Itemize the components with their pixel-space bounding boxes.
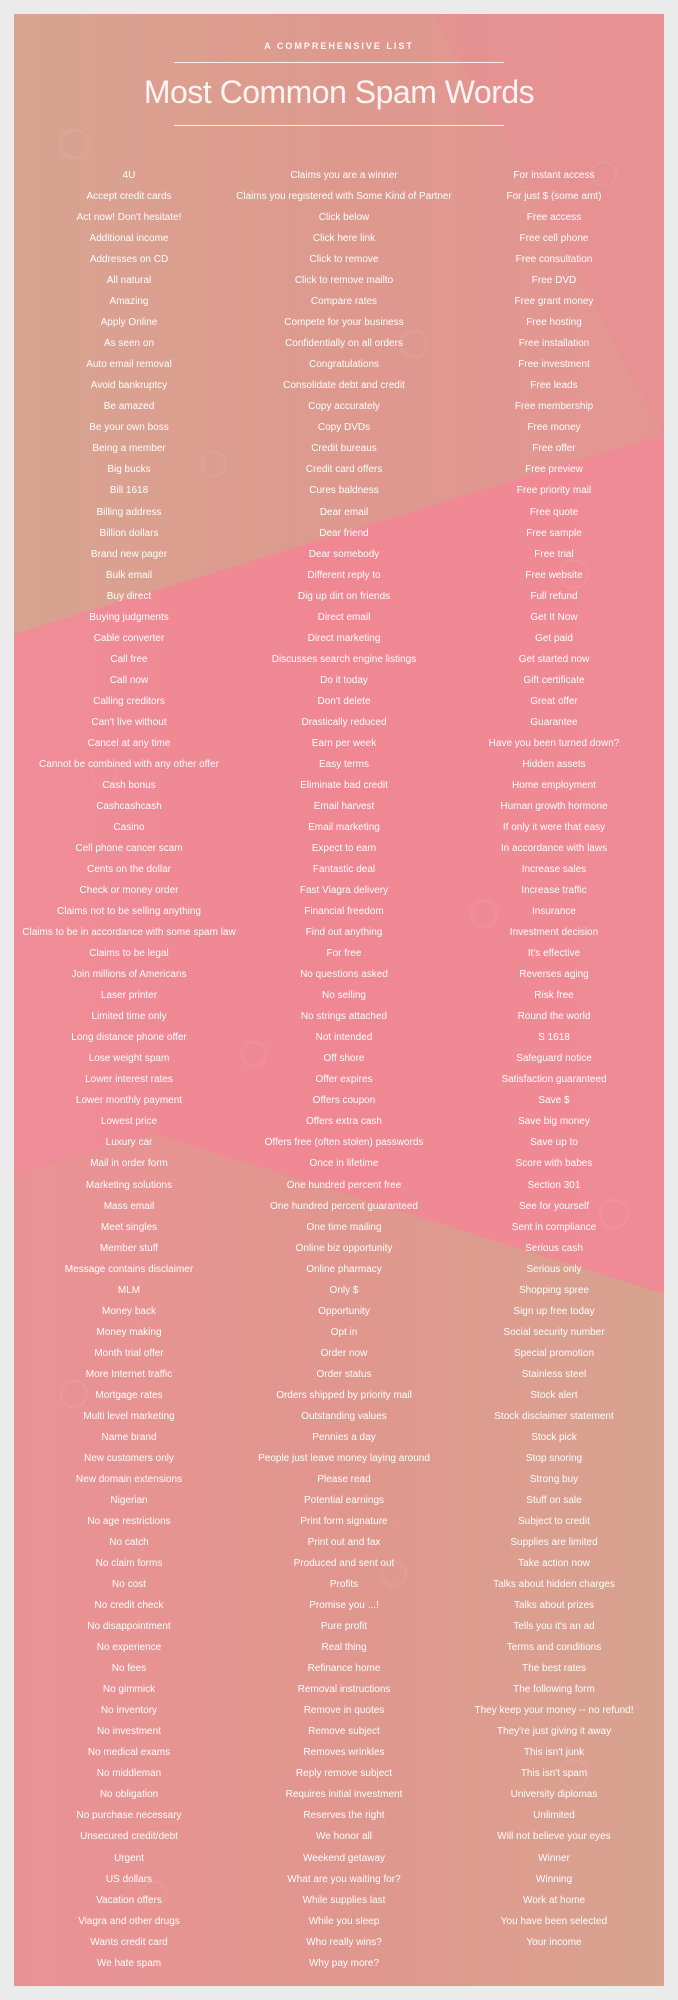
spam-word: Email marketing [308, 821, 380, 833]
spam-word: Money making [96, 1326, 162, 1338]
spam-word: Satisfaction guaranteed [501, 1074, 607, 1086]
spam-word: Free quote [529, 506, 579, 518]
spam-word: Claims you registered with Some Kind of Partner [236, 191, 452, 203]
spam-word: For instant access [513, 170, 595, 181]
spam-word: Call free [110, 653, 148, 665]
spam-word: Cell phone cancer scam [75, 843, 183, 854]
spam-word: More Internet traffic [85, 1368, 173, 1380]
spam-word: Why pay more? [308, 1957, 380, 1969]
spam-word: Offers free (often stolen) passwords [264, 1137, 424, 1149]
spam-word: Click to remove mailto [294, 275, 394, 287]
spam-word: Off shore [323, 1053, 365, 1065]
spam-word: Email harvest [313, 800, 375, 812]
spam-word: Luxury car [105, 1137, 153, 1149]
spam-word: Find out anything [305, 927, 383, 939]
spam-word: Save big money [518, 1116, 590, 1128]
spam-word: Unsecured credit/debt [80, 1831, 178, 1843]
spam-word: Hidden assets [522, 758, 586, 770]
spam-word: Free DVD [531, 275, 577, 287]
spam-word: Cures baldness [309, 485, 379, 497]
spam-word: Potential earnings [303, 1494, 385, 1506]
spam-word: Big bucks [107, 464, 151, 476]
spam-word: Online pharmacy [306, 1263, 382, 1275]
spam-word: Increase sales [521, 864, 587, 876]
spam-word: University diplomas [510, 1789, 598, 1801]
spam-word: Free trial [534, 548, 574, 560]
spam-word: Credit bureaus [311, 443, 377, 455]
spam-word: Sign up free today [513, 1305, 595, 1317]
spam-word: Compare rates [310, 296, 378, 308]
spam-word: Bulk email [105, 569, 153, 581]
spam-word: Multi level marketing [83, 1410, 175, 1422]
spam-word: Eliminate bad credit [300, 779, 388, 791]
spam-word: Billion dollars [99, 527, 159, 539]
spam-word: Amazing [109, 296, 149, 308]
spam-word: Direct email [317, 611, 371, 623]
spam-word: Mail in order form [90, 1158, 168, 1170]
spam-word: This isn't junk [523, 1747, 585, 1759]
spam-word: Profits [329, 1579, 359, 1591]
page-title: Most Common Spam Words [143, 74, 535, 110]
spam-word: Who really wins? [306, 1936, 382, 1948]
spam-word: Safeguard notice [516, 1053, 592, 1065]
spam-word: One hundred percent free [286, 1179, 402, 1191]
spam-word: Free sample [526, 527, 582, 539]
spam-word: No credit check [94, 1600, 164, 1612]
spam-word: Apply Online [100, 317, 158, 329]
spam-word: Fast Viagra delivery [299, 885, 389, 897]
spam-word: Pure profit [320, 1621, 368, 1633]
spam-word: Refinance home [307, 1663, 381, 1675]
spam-word: Consolidate debt and credit [283, 380, 405, 392]
spam-word: Get paid [535, 632, 573, 644]
spam-word: US dollars [105, 1873, 153, 1885]
header-rule-top [174, 62, 504, 63]
spam-word: No gimmick [102, 1684, 156, 1696]
kicker-text: A COMPREHENSIVE LIST [264, 41, 414, 51]
spam-word: Financial freedom [304, 906, 384, 918]
poster [14, 14, 664, 1986]
spam-word: Reverses aging [519, 969, 589, 981]
spam-word: Laser printer [100, 990, 158, 1002]
spam-word: Free leads [530, 380, 578, 392]
spam-word: All natural [106, 275, 152, 287]
spam-word: No purchase necessary [76, 1810, 182, 1822]
spam-word: Produced and sent out [293, 1558, 395, 1570]
spam-word: You have been selected [500, 1915, 608, 1927]
spam-word: Take action now [518, 1558, 590, 1570]
spam-word: Terms and conditions [506, 1642, 602, 1654]
spam-word: Brand new pager [90, 548, 168, 560]
spam-word: Meet singles [100, 1221, 158, 1233]
spam-word: It's effective [527, 948, 581, 960]
spam-word: Reply remove subject [295, 1768, 393, 1780]
spam-word: No middleman [96, 1768, 162, 1780]
spam-word: Promise you ...! [309, 1600, 379, 1612]
spam-word: Check or money order [79, 885, 179, 897]
spam-word: Remove subject [308, 1726, 380, 1738]
spam-word: Free consultation [515, 254, 593, 266]
spam-word: Special promotion [513, 1347, 595, 1359]
spam-word: Buying judgments [89, 611, 169, 623]
word-column-1 [19, 165, 239, 1974]
spam-word: Home employment [512, 779, 596, 791]
spam-word: Fantastic deal [312, 864, 376, 876]
spam-word: Nigerian [110, 1494, 148, 1506]
spam-word: Save up to [530, 1137, 578, 1149]
header-rule-bottom [174, 125, 504, 126]
spam-word: Removes wrinkles [303, 1747, 385, 1759]
spam-word: Month trial offer [94, 1347, 164, 1359]
spam-word: No catch [109, 1537, 149, 1549]
spam-word: As seen on [103, 338, 155, 350]
spam-word: Human growth hormone [500, 800, 608, 812]
spam-word: Expect to earn [311, 843, 377, 854]
spam-word: MLM [117, 1284, 141, 1296]
spam-word: People just leave money laying around [258, 1452, 430, 1464]
spam-word: Only $ [329, 1284, 359, 1296]
spam-word: Guarantee [530, 716, 578, 728]
spam-word: Dear somebody [308, 548, 380, 560]
spam-word: No selling [322, 990, 366, 1002]
spam-word: Stock disclaimer statement [494, 1410, 614, 1422]
spam-word: Risk free [534, 990, 574, 1002]
spam-word: Buy direct [106, 590, 152, 602]
spam-word: Lower monthly payment [75, 1095, 183, 1107]
spam-word: Billing address [96, 506, 162, 518]
spam-word: Message contains disclaimer [64, 1263, 194, 1275]
spam-word: Unlimited [533, 1810, 575, 1822]
spam-word: No disappointment [87, 1621, 171, 1633]
spam-word: Offers coupon [312, 1095, 376, 1107]
spam-word: No medical exams [87, 1747, 171, 1759]
spam-word: Strong buy [529, 1473, 579, 1485]
spam-word: Sent in compliance [511, 1221, 597, 1233]
spam-word: Copy accurately [308, 401, 380, 413]
spam-word: Order now [320, 1347, 368, 1359]
spam-word: Member stuff [99, 1242, 159, 1254]
spam-word: Do it today [320, 674, 368, 686]
spam-word: Outstanding values [301, 1410, 387, 1422]
spam-word: Name brand [101, 1431, 157, 1443]
spam-word: Cash bonus [102, 779, 156, 791]
spam-word: Congratulations [308, 359, 380, 371]
spam-word: Easy terms [318, 758, 369, 770]
spam-word: Reserves the right [303, 1810, 385, 1822]
spam-word: Section 301 [527, 1179, 581, 1191]
spam-word: Call now [109, 674, 149, 686]
spam-word: No claim forms [95, 1558, 163, 1570]
spam-word: Claims to be legal [89, 948, 169, 960]
spam-word: Winner [538, 1852, 570, 1864]
spam-word: Additional income [89, 233, 169, 245]
spam-word: Free money [527, 422, 581, 434]
spam-word: Winning [535, 1873, 573, 1885]
spam-word: Free offer [532, 443, 576, 455]
spam-word: Free grant money [514, 296, 594, 308]
spam-word: Investment decision [509, 927, 599, 939]
spam-word: Work at home [522, 1894, 586, 1906]
spam-word: No investment [97, 1726, 161, 1738]
spam-word: No strings attached [300, 1011, 388, 1023]
spam-word: Viagra and other drugs [78, 1915, 180, 1927]
spam-word: Claims you are a winner [290, 170, 398, 181]
spam-word: What are you waiting for? [287, 1873, 401, 1885]
spam-word: Supplies are limited [510, 1537, 598, 1549]
spam-word: Tells you it's an ad [513, 1621, 595, 1633]
spam-word: New domain extensions [75, 1473, 183, 1485]
spam-word: For just $ (some amt) [506, 191, 602, 203]
spam-word: Insurance [532, 906, 576, 918]
spam-word: Shopping spree [518, 1284, 590, 1296]
spam-word: Free priority mail [516, 485, 592, 497]
spam-word: Free investment [518, 359, 590, 371]
spam-word: Be your own boss [89, 422, 169, 434]
spam-word: Real thing [321, 1642, 367, 1654]
spam-word: Score with babes [515, 1158, 593, 1170]
spam-word: They're just giving it away [496, 1726, 612, 1738]
spam-word: Auto email removal [86, 359, 172, 371]
spam-word: Get started now [518, 653, 590, 665]
spam-word: Cable converter [93, 632, 165, 644]
spam-word: Free preview [525, 464, 583, 476]
spam-word: Requires initial investment [285, 1789, 403, 1801]
spam-word: No age restrictions [87, 1516, 171, 1527]
spam-word: No obligation [99, 1789, 159, 1801]
spam-word: Orders shipped by priority mail [276, 1389, 412, 1401]
spam-word: The following form [513, 1684, 595, 1696]
spam-word: Earn per week [311, 737, 377, 749]
spam-word: Have you been turned down? [488, 737, 620, 749]
spam-word: Great offer [530, 695, 578, 707]
spam-word: Cents on the dollar [87, 864, 171, 876]
spam-word: Different reply to [307, 569, 381, 581]
spam-word: Dig up dirt on friends [297, 590, 391, 602]
spam-word: No questions asked [300, 969, 388, 981]
spam-word: Click here link [312, 233, 376, 245]
spam-word: Confidentially on all orders [285, 338, 403, 350]
spam-word: Round the world [517, 1011, 591, 1023]
spam-word: They keep your money -- no refund! [474, 1705, 634, 1717]
spam-word: One time mailing [306, 1221, 382, 1233]
spam-word: Claims to be in accordance with some spam law [22, 927, 236, 939]
spam-word: While you sleep [308, 1915, 380, 1927]
spam-word: Click to remove [309, 254, 379, 266]
spam-word: Your income [526, 1936, 582, 1948]
spam-word: Dear friend [319, 527, 369, 539]
spam-word: Opt in [330, 1326, 358, 1338]
spam-word: Urgent [113, 1852, 144, 1864]
spam-word: For free [326, 948, 362, 960]
spam-word: Vacation offers [96, 1894, 162, 1906]
spam-word: Mass email [103, 1200, 155, 1212]
spam-word: Subject to credit [518, 1516, 590, 1527]
spam-word: Save $ [538, 1095, 570, 1107]
spam-word: Money back [102, 1305, 156, 1317]
spam-word: Drastically reduced [301, 716, 387, 728]
spam-word: Claims not to be selling anything [57, 906, 201, 918]
spam-word: See for yourself [518, 1200, 590, 1212]
spam-word: Removal instructions [297, 1684, 391, 1696]
spam-word: Offer expires [315, 1074, 373, 1086]
spam-word: Free access [526, 212, 582, 224]
spam-word: Free hosting [526, 317, 582, 329]
spam-word: Cannot be combined with any other offer [39, 758, 219, 770]
spam-word: Serious only [526, 1263, 582, 1275]
spam-word: Marketing solutions [85, 1179, 173, 1191]
spam-word: Talks about prizes [513, 1600, 595, 1612]
spam-word: Increase traffic [521, 885, 587, 897]
spam-word: Stainless steel [521, 1368, 587, 1380]
spam-word: Act now! Don't hesitate! [76, 212, 182, 224]
spam-word: Long distance phone offer [71, 1032, 187, 1044]
spam-word: Be amazed [103, 401, 155, 413]
spam-word: Lose weight spam [88, 1053, 170, 1065]
spam-word: Offers extra cash [306, 1116, 382, 1128]
spam-word: Lowest price [100, 1116, 158, 1128]
spam-word: Direct marketing [307, 632, 381, 644]
spam-word: Weekend getaway [302, 1852, 386, 1864]
spam-word: Accept credit cards [86, 191, 172, 203]
spam-word: No experience [96, 1642, 162, 1654]
spam-word: If only it were that easy [502, 821, 606, 833]
spam-word: The best rates [522, 1663, 586, 1675]
spam-word: Free membership [514, 401, 594, 413]
word-column-3 [449, 165, 659, 1953]
spam-word: Discusses search engine listings [271, 653, 417, 665]
spam-word: Talks about hidden charges [493, 1579, 615, 1591]
spam-word: Stuff on sale [526, 1494, 582, 1506]
spam-word: Once in lifetime [309, 1158, 379, 1170]
spam-word: Get It Now [530, 611, 578, 623]
spam-word: Pennies a day [312, 1431, 376, 1443]
spam-word: Order status [316, 1368, 372, 1380]
spam-word: Online biz opportunity [295, 1242, 393, 1254]
spam-word: Full refund [530, 590, 578, 602]
spam-word: Serious cash [525, 1242, 583, 1254]
spam-word: No inventory [100, 1705, 158, 1717]
spam-word: Limited time only [91, 1011, 167, 1023]
spam-word: Wants credit card [90, 1936, 168, 1948]
spam-word: Dear email [319, 506, 369, 518]
spam-word: One hundred percent guaranteed [270, 1200, 418, 1212]
spam-word: Addresses on CD [89, 254, 169, 266]
spam-word: Cashcashcash [96, 800, 162, 812]
spam-word: Gift certificate [523, 674, 585, 686]
spam-word: Print out and fax [307, 1537, 381, 1549]
spam-word: We honor all [316, 1831, 372, 1843]
spam-word: In accordance with laws [500, 843, 608, 854]
spam-word: No fees [111, 1663, 147, 1675]
spam-word: Print form signature [300, 1516, 388, 1527]
spam-word: Being a member [92, 443, 166, 455]
spam-word: Copy DVDs [317, 422, 371, 434]
spam-word: Free website [525, 569, 583, 581]
spam-word: Opportunity [318, 1305, 370, 1317]
spam-word: Casino [113, 821, 145, 833]
spam-word: Stop snoring [525, 1452, 583, 1464]
spam-word: Cancel at any time [87, 737, 171, 749]
spam-word: Mortgage rates [95, 1389, 163, 1401]
spam-word: Stock pick [531, 1431, 577, 1443]
spam-word: Lower interest rates [85, 1074, 173, 1086]
spam-word: Stock alert [530, 1389, 578, 1401]
spam-word: Please read [317, 1473, 371, 1485]
spam-word: Click below [318, 212, 370, 224]
spam-word: Credit card offers [305, 464, 383, 476]
spam-word: Calling creditors [93, 695, 165, 707]
spam-word: Don't delete [317, 695, 371, 707]
spam-word: Will not believe your eyes [497, 1831, 611, 1843]
spam-word: Not intended [315, 1032, 373, 1044]
spam-word: No cost [112, 1579, 146, 1591]
spam-word: Compete for your business [284, 317, 404, 329]
spam-word: Free installation [518, 338, 590, 350]
spam-word: Can't live without [91, 716, 167, 728]
spam-word: Remove in quotes [303, 1705, 385, 1717]
spam-word: New customers only [83, 1452, 175, 1464]
spam-word: Avoid bankruptcy [90, 380, 168, 392]
spam-word: Bill 1618 [109, 485, 149, 497]
spam-word: We hate spam [96, 1957, 162, 1969]
spam-word: S 1618 [538, 1032, 570, 1044]
spam-word: 4U [122, 170, 136, 181]
spam-word: While supplies last [302, 1894, 386, 1906]
spam-word: This isn't spam [520, 1768, 588, 1780]
spam-word: Join millions of Americans [71, 969, 187, 981]
spam-word: Social security number [503, 1326, 605, 1338]
spam-word: Free cell phone [519, 233, 589, 245]
word-column-2 [224, 165, 464, 1974]
